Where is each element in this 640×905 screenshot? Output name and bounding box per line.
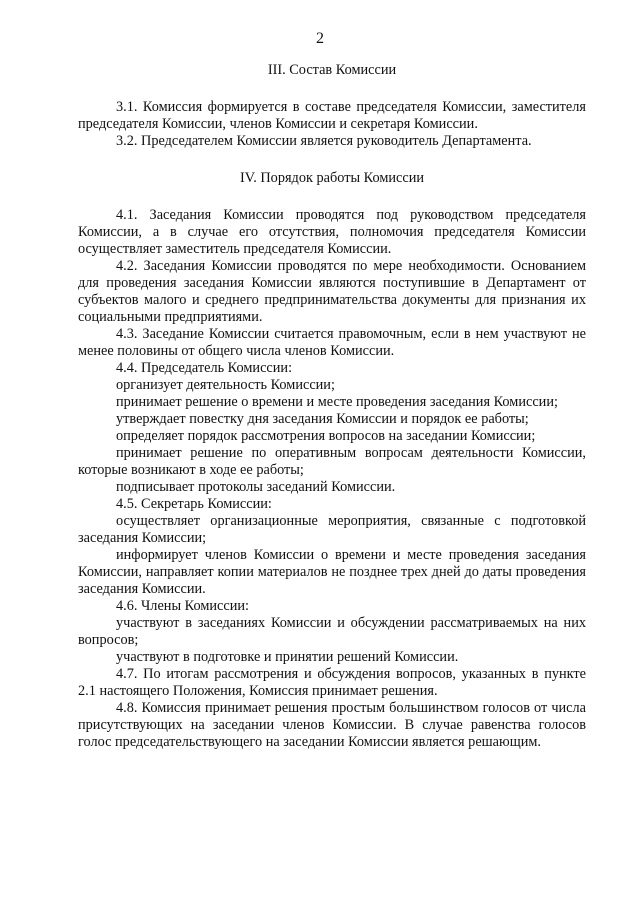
section-4-heading: IV. Порядок работы Комиссии [239, 170, 425, 186]
list-item: принимает решение по оперативным вопросам деятельности Комиссии, которые возникают в ходе ее работы; [78, 445, 586, 478]
document-body [78, 62, 586, 751]
list-item: утверждает повестку дня заседания Комиссии и порядок ее работы; [116, 411, 529, 427]
list-item: принимает решение о времени и месте проведения заседания Комиссии; [116, 394, 558, 410]
paragraph-3-2: 3.2. Председателем Комиссии является руководитель Департамента. [116, 133, 532, 149]
paragraph-4-6: 4.6. Члены Комиссии: [116, 598, 249, 614]
paragraph-4-8: 4.8. Комиссия принимает решения простым большинством голосов от числа присутствующих на заседании членов Комиссии. В случае равенства голосов голос председательствующего на заседании Комиссии является решающим. [78, 700, 586, 750]
paragraph-4-2: 4.2. Заседания Комиссии проводятся по мере необходимости. Основанием для проведения заседания Комиссии являются поступившие в Департамент от субъектов малого и среднего предпринимательства документы для признания их социальными предприятиями. [78, 258, 586, 325]
section-3-heading: III. Состав Комиссии [267, 62, 397, 78]
list-item: подписывает протоколы заседаний Комиссии. [116, 479, 396, 495]
list-item: организует деятельность Комиссии; [116, 377, 335, 393]
paragraph-3-1: 3.1. Комиссия формируется в составе председателя Комиссии, заместителя председателя Комиссии, членов Комиссии и секретаря Комиссии. [78, 99, 586, 132]
list-item: информирует членов Комиссии о времени и месте проведения заседания Комиссии, направляет копии материалов не позднее трех дней до даты проведения заседания Комиссии. [78, 547, 586, 597]
paragraph-4-5: 4.5. Секретарь Комиссии: [116, 496, 272, 512]
paragraph-4-1: 4.1. Заседания Комиссии проводятся под руководством председателя Комиссии, а в случае его отсутствия, полномочия председателя Комиссии осуществляет заместитель председателя Комиссии. [78, 207, 586, 257]
list-item: участвуют в заседаниях Комиссии и обсуждении рассматриваемых на них вопросов; [78, 615, 586, 648]
paragraph-4-4: 4.4. Председатель Комиссии: [116, 360, 293, 376]
list-item: осуществляет организационные мероприятия, связанные с подготовкой заседания Комиссии; [78, 513, 586, 546]
page-number: 2 [316, 30, 324, 47]
paragraph-4-3: 4.3. Заседание Комиссии считается правомочным, если в нем участвуют не менее половины от общего числа членов Комиссии. [78, 326, 586, 359]
paragraph-4-7: 4.7. По итогам рассмотрения и обсуждения вопросов, указанных в пункте 2.1 настоящего Положения, Комиссия принимает решения. [78, 666, 586, 699]
list-item: определяет порядок рассмотрения вопросов на заседании Комиссии; [116, 428, 536, 444]
list-item: участвуют в подготовке и принятии решений Комиссии. [116, 649, 459, 665]
